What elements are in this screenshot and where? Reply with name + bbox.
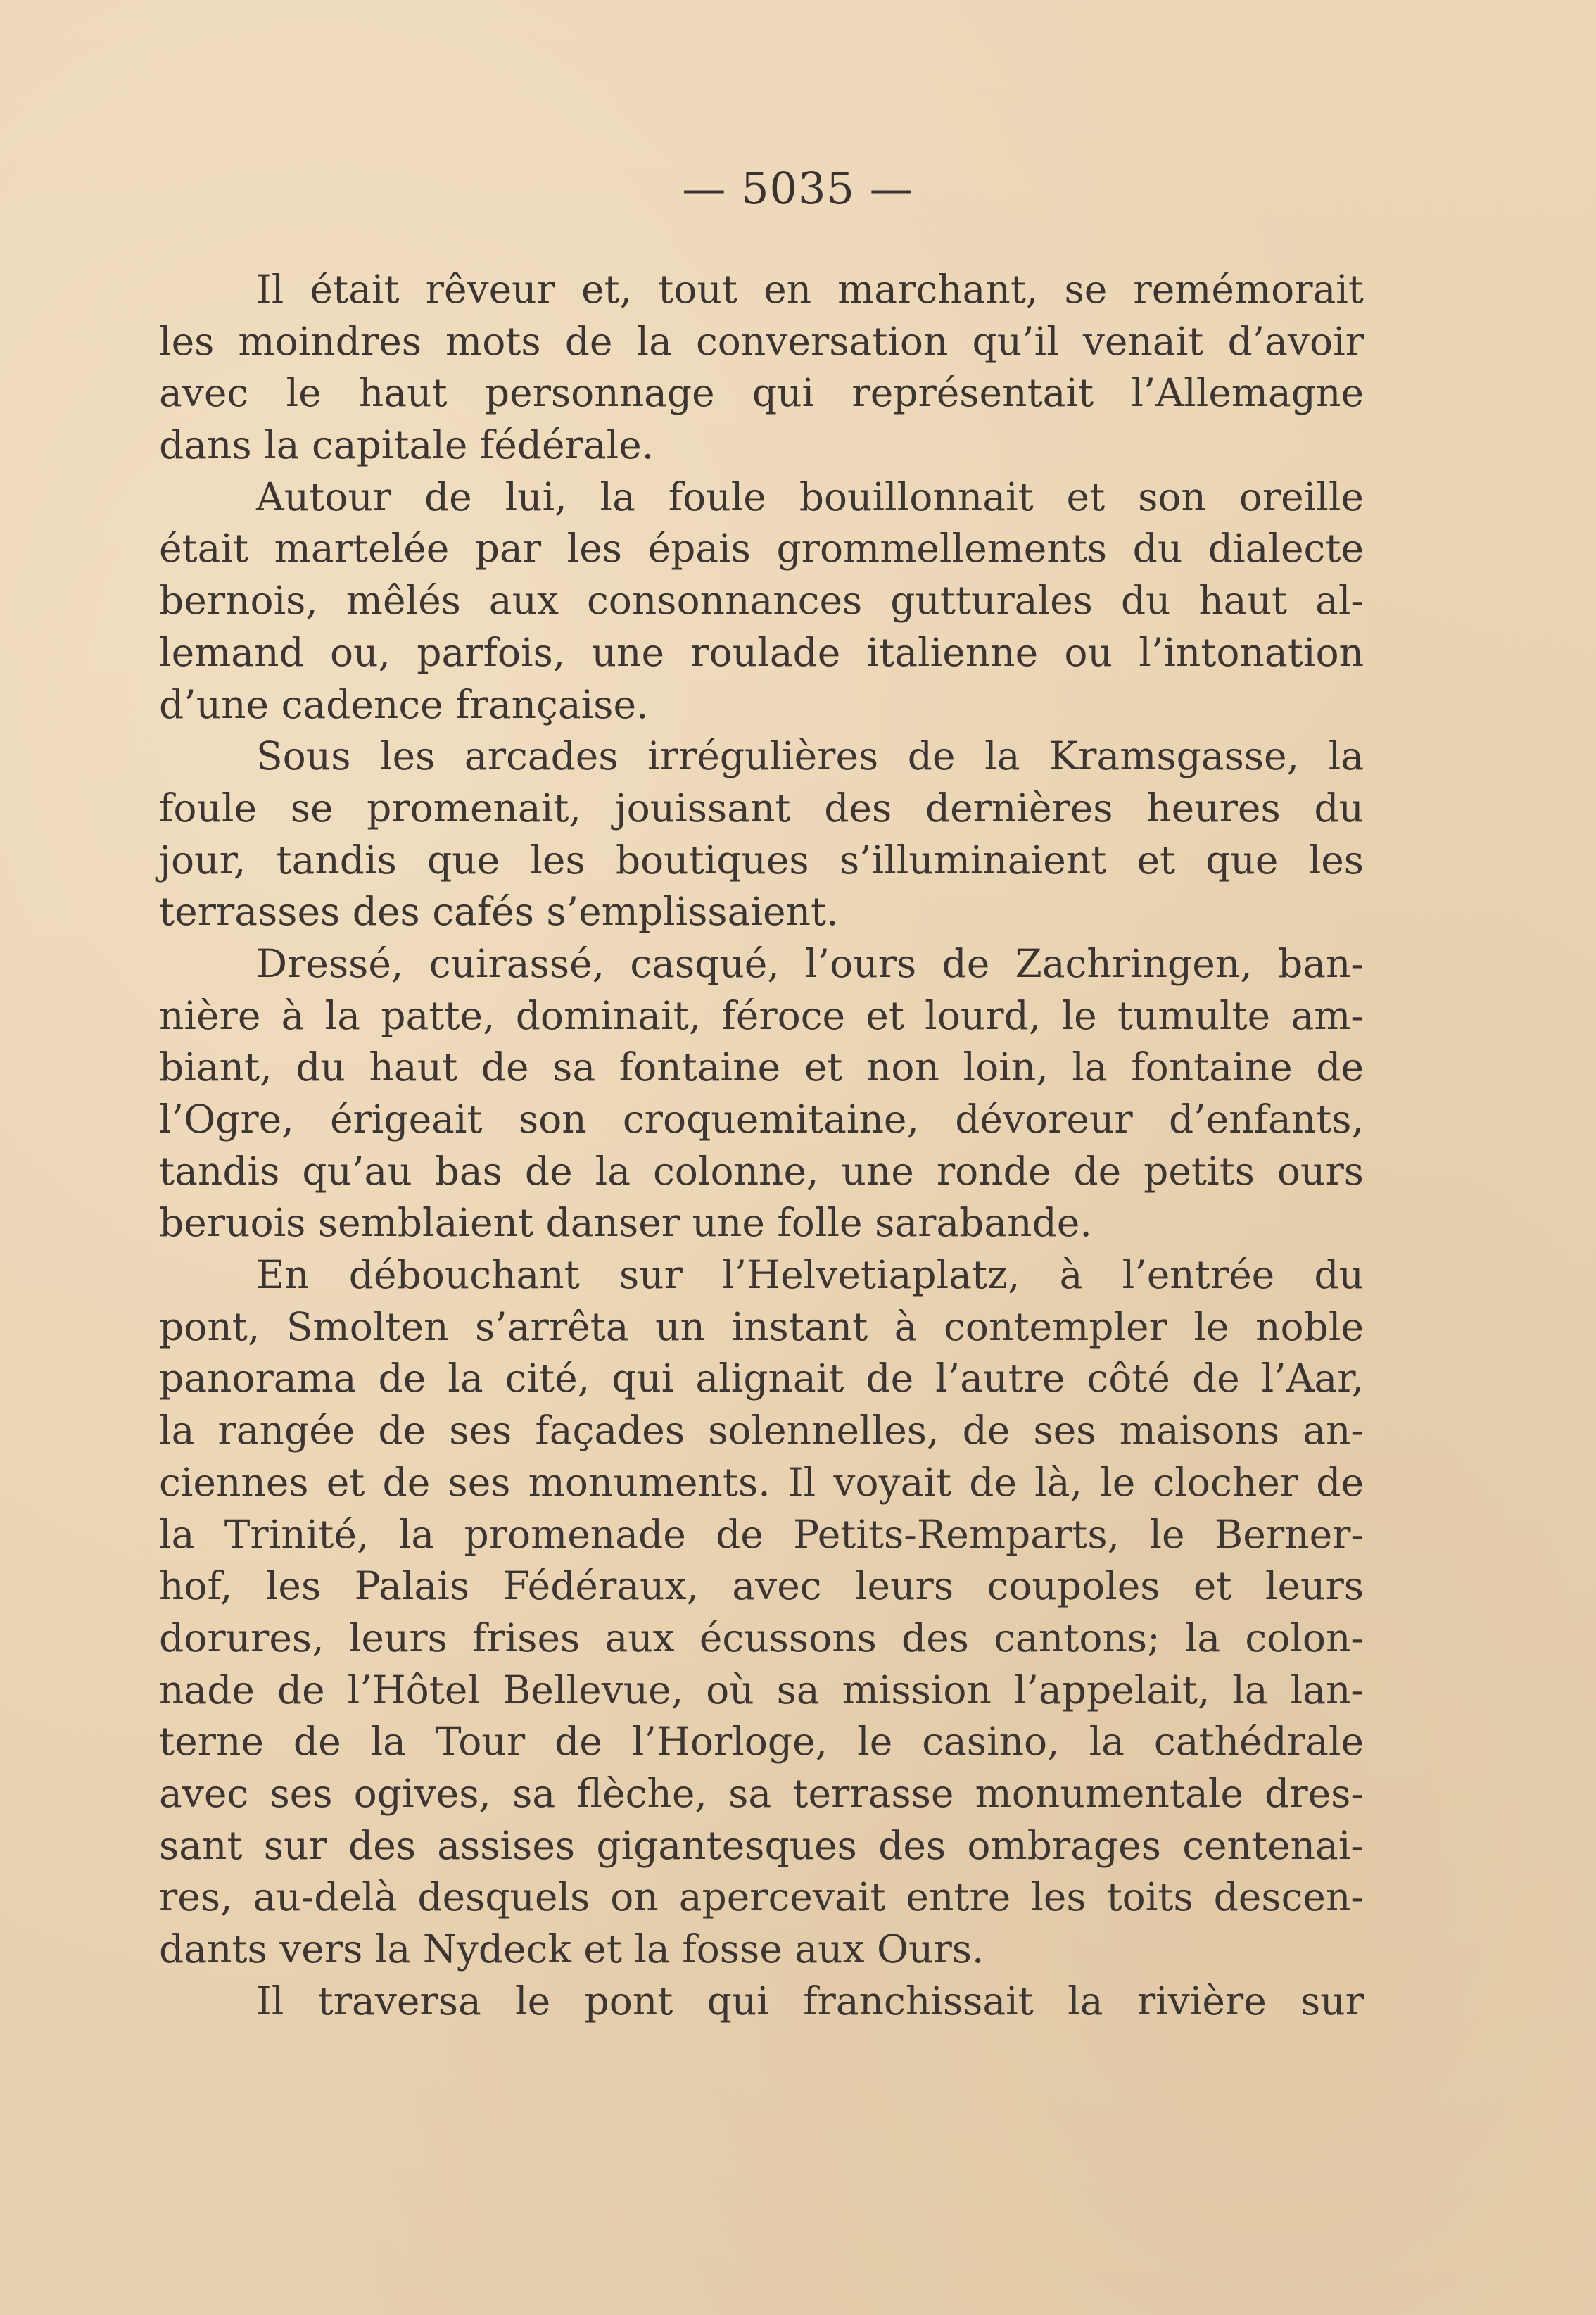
text-line: d’une cadence française. bbox=[159, 681, 649, 727]
text-line: biant, du haut de sa fontaine et non loin, la fontaine de bbox=[159, 1045, 1364, 1090]
text-line: l’Ogre, érigeait son croquemitaine, dévoreur d’enfants, bbox=[159, 1097, 1364, 1142]
text-line: était martelée par les épais grommellements du dialecte bbox=[159, 526, 1364, 572]
text-line: hof, les Palais Fédéraux, avec leurs coupoles et leurs bbox=[159, 1563, 1364, 1609]
text-line: tandis qu’au bas de la colonne, une ronde de petits ours bbox=[159, 1148, 1364, 1194]
text-line: sant sur des assises gigantesques des ombrages centenai- bbox=[159, 1822, 1364, 1868]
text-line: Il était rêveur et, tout en marchant, se remémorait bbox=[256, 267, 1364, 312]
text-line: res, au-delà desquels on apercevait entre les toits descen- bbox=[159, 1874, 1364, 1920]
text-line: beruois semblaient danser une folle sarabande. bbox=[159, 1200, 1092, 1246]
text-line: avec ses ogives, sa flèche, sa terrasse monumentale dres- bbox=[159, 1770, 1364, 1816]
text-line: Dressé, cuirassé, casqué, l’ours de Zachringen, ban- bbox=[256, 940, 1364, 986]
body-text bbox=[159, 264, 1364, 2027]
text-line: Autour de lui, la foule bouillonnait et son oreille bbox=[256, 474, 1364, 519]
text-line: la Trinité, la promenade de Petits-Remparts, le Berner- bbox=[159, 1511, 1364, 1557]
page-number: — 5035 — bbox=[682, 163, 914, 214]
text-line: panorama de la cité, qui alignait de l’autre côté de l’Aar, bbox=[159, 1356, 1364, 1401]
text-line: terrasses des cafés s’emplissaient. bbox=[159, 889, 839, 935]
text-line: nière à la patte, dominait, féroce et lourd, le tumulte am- bbox=[159, 992, 1364, 1038]
text-line: ciennes et de ses monuments. Il voyait de là, le clocher de bbox=[159, 1459, 1364, 1505]
text-line: dans la capitale fédérale. bbox=[159, 422, 654, 468]
text-line: la rangée de ses façades solennelles, de ses maisons an- bbox=[159, 1408, 1364, 1453]
text-line: lemand ou, parfois, une roulade italienne ou l’intonation bbox=[159, 629, 1364, 675]
text-line: pont, Smolten s’arrêta un instant à contempler le noble bbox=[159, 1304, 1364, 1349]
text-line: nade de l’Hôtel Bellevue, où sa mission l’appelait, la lan- bbox=[159, 1667, 1364, 1712]
text-line: dorures, leurs frises aux écussons des cantons; la colon- bbox=[159, 1615, 1364, 1660]
text-line: terne de la Tour de l’Horloge, le casino, la cathédrale bbox=[159, 1719, 1364, 1765]
text-line: les moindres mots de la conversation qu’il venait d’avoir bbox=[159, 318, 1364, 364]
text-line: jour, tandis que les boutiques s’illuminaient et que les bbox=[159, 837, 1364, 883]
text-line: Sous les arcades irrégulières de la Kramsgasse, la bbox=[256, 733, 1364, 779]
text-line: dants vers la Nydeck et la fosse aux Ours. bbox=[159, 1926, 984, 1972]
text-line: Il traversa le pont qui franchissait la rivière sur bbox=[256, 1978, 1364, 2024]
text-line: avec le haut personnage qui représentait l’Allemagne bbox=[159, 370, 1364, 416]
text-line: En débouchant sur l’Helvetiaplatz, à l’entrée du bbox=[256, 1252, 1364, 1298]
text-line: bernois, mêlés aux consonnances gutturales du haut al- bbox=[159, 578, 1364, 624]
text-line: foule se promenait, jouissant des dernières heures du bbox=[159, 785, 1364, 831]
